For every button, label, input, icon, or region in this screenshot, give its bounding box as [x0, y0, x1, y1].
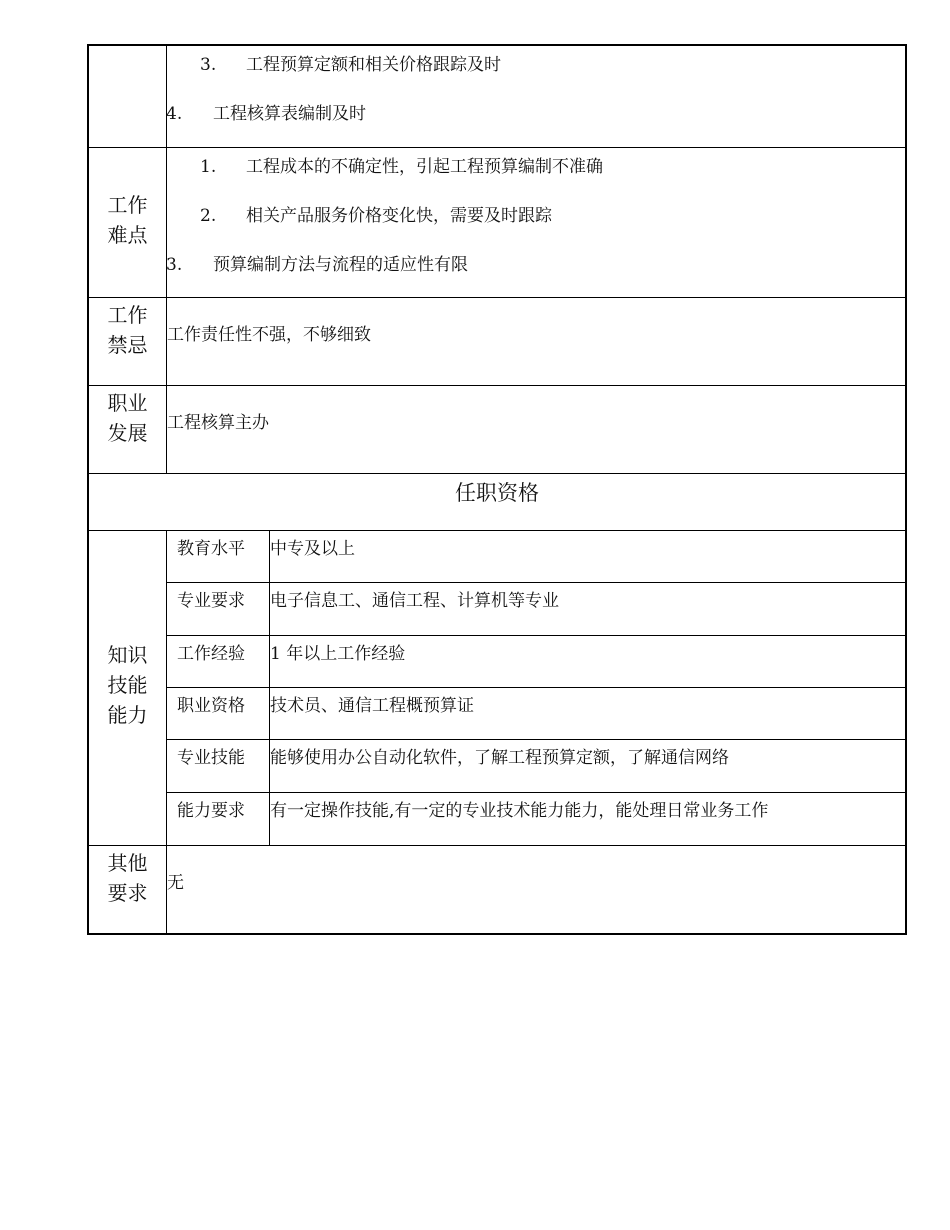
table-row	[167, 531, 905, 583]
list-item-text: 相关产品服务价格变化快，需要及时跟踪	[246, 206, 552, 226]
taboos-label	[89, 298, 167, 385]
list-item	[167, 152, 603, 177]
knowledge-label	[89, 531, 167, 845]
table-row	[167, 740, 905, 792]
difficulties-content	[167, 148, 905, 297]
list-item-text: 工程预算定额和相关价格跟踪及时	[246, 55, 501, 75]
list-item	[167, 50, 501, 75]
ability-label: 能力要求	[167, 793, 270, 845]
education-value: 中专及以上	[270, 539, 355, 559]
list-item-text: 预算编制方法与流程的适应性有限	[213, 255, 468, 275]
list-item-number: 4.	[166, 104, 183, 124]
difficulties-label	[89, 148, 167, 297]
experience-label: 工作经验	[167, 636, 270, 687]
major-value: 电子信息工、通信工程、计算机等专业	[270, 591, 559, 612]
ability-value: 有一定操作技能,有一定的专业技术能力能力，能处理日常业务工作	[270, 800, 769, 821]
other-label-text: 其他要求	[107, 851, 148, 905]
qualification-title: 任职资格	[455, 481, 539, 505]
list-item	[167, 201, 552, 226]
other-text: 无	[167, 873, 184, 893]
skills-label: 专业技能	[167, 740, 270, 791]
table-row	[167, 583, 905, 635]
list-item-text: 工程核算表编制及时	[213, 104, 366, 124]
job-description-table	[87, 44, 907, 935]
list-item-text: 工程成本的不确定性，引起工程预算编制不准确	[246, 157, 603, 177]
knowledge-row	[89, 531, 905, 846]
certification-value: 技术员、通信工程概预算证	[270, 695, 474, 716]
education-label: 教育水平	[167, 531, 270, 582]
skills-value: 能够使用办公自动化软件，了解工程预算定额，了解通信网络	[270, 748, 729, 769]
table-row	[167, 793, 905, 845]
taboos-text: 工作责任性不强，不够细致	[167, 325, 371, 345]
career-text: 工程核算主办	[167, 413, 269, 433]
career-row	[89, 386, 905, 474]
table-row	[167, 636, 905, 688]
table-row	[167, 688, 905, 740]
responsibilities-row	[89, 46, 905, 148]
difficulties-label-text: 工作难点	[107, 192, 148, 247]
responsibilities-label-cell	[89, 46, 167, 147]
knowledge-label-text: 知识技能能力	[107, 643, 148, 727]
certification-label: 职业资格	[167, 688, 270, 739]
major-label: 专业要求	[167, 583, 270, 634]
other-content	[167, 846, 905, 933]
difficulties-row	[89, 148, 905, 298]
career-label	[89, 386, 167, 473]
other-label	[89, 846, 167, 933]
qualification-title-row	[89, 474, 905, 531]
career-label-text: 职业发展	[107, 391, 148, 445]
list-item-number: 3.	[166, 255, 183, 275]
other-row	[89, 846, 905, 933]
responsibilities-content	[167, 46, 905, 147]
taboos-label-text: 工作禁忌	[107, 303, 148, 357]
experience-value: 1 年以上工作经验	[270, 643, 406, 664]
list-item	[167, 99, 366, 124]
list-item-number: 3.	[200, 55, 217, 75]
taboos-row	[89, 298, 905, 386]
list-item-number: 1.	[200, 157, 217, 177]
list-item-number: 2.	[200, 206, 217, 226]
career-content	[167, 386, 905, 473]
knowledge-grid	[167, 531, 905, 845]
taboos-content	[167, 298, 905, 385]
list-item	[167, 250, 468, 275]
